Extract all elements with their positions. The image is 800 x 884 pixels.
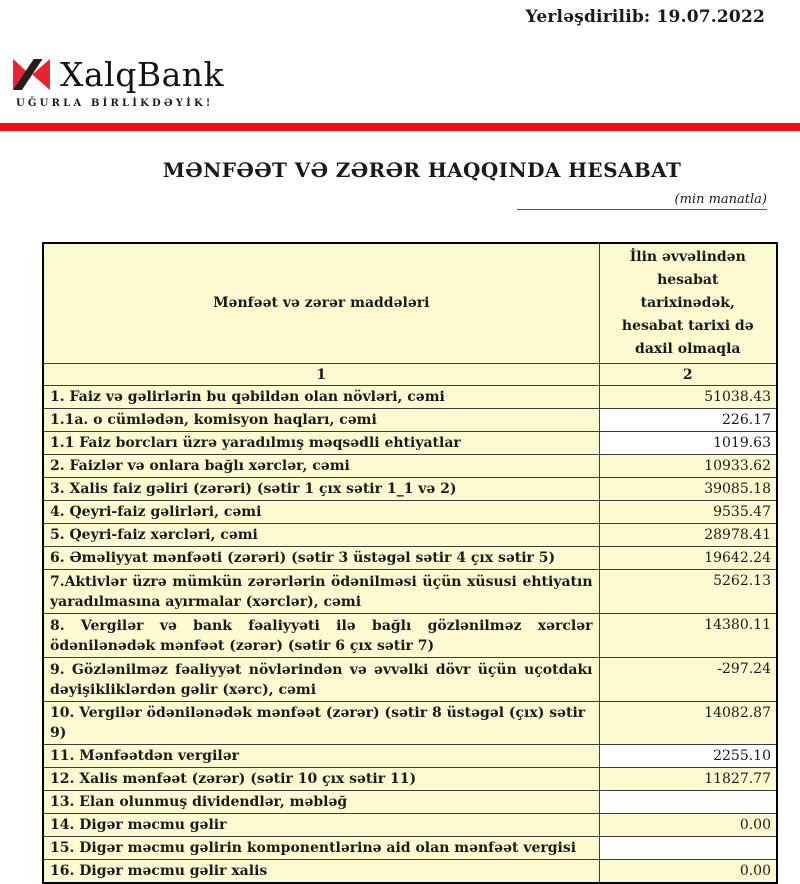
table-row: [43, 501, 777, 524]
row-value: 1019.63: [599, 432, 777, 455]
row-value: 5262.13: [599, 570, 777, 614]
row-label: 1.1a. o cümlədən, komisyon haqları, cəmi: [43, 409, 599, 432]
row-label: 11. Mənfəətdən vergilər: [43, 745, 599, 768]
table-row: [43, 614, 777, 658]
red-divider: [0, 123, 800, 131]
row-value: 39085.18: [599, 478, 777, 501]
column-index-2: 2: [599, 364, 777, 386]
profit-loss-table: [42, 242, 778, 884]
table-row: [43, 432, 777, 455]
row-label: 4. Qeyri-faiz gəlirləri, cəmi: [43, 501, 599, 524]
row-label: 14. Digər məcmu gəlir: [43, 814, 599, 837]
row-label: 8. Vergilər və bank fəaliyyəti ilə bağlı gözlənilməz xərclər ödənilənədək mənfəət (zərər) (sətir 6 çıx sətir 7): [43, 614, 599, 658]
unit-note: (min manatla): [674, 192, 767, 207]
table-row: [43, 570, 777, 614]
row-label: 12. Xalis mənfəət (zərər) (sətir 10 çıx sətir 11): [43, 768, 599, 791]
row-label: 5. Qeyri-faiz xərcləri, cəmi: [43, 524, 599, 547]
table-row: [43, 860, 777, 884]
xalqbank-triangles-icon: [13, 59, 50, 90]
row-value: 10933.62: [599, 455, 777, 478]
table-row: [43, 702, 777, 745]
row-value: 0.00: [599, 860, 777, 884]
row-value: 14380.11: [599, 614, 777, 658]
table-index-row: [43, 364, 777, 386]
table-row: [43, 791, 777, 814]
row-value: -297.24: [599, 658, 777, 702]
row-label: 10. Vergilər ödənilənədək mənfəət (zərər) (sətir 8 üstəgəl (çıx) sətir 9): [43, 702, 599, 745]
table-row: [43, 658, 777, 702]
row-label: 6. Əməliyyat mənfəəti (zərəri) (sətir 3 üstəgəl sətir 4 çıx sətir 5): [43, 547, 599, 570]
row-value: 11827.77: [599, 768, 777, 791]
row-label: 16. Digər məcmu gəlir xalis: [43, 860, 599, 884]
column-index-1: 1: [43, 364, 599, 386]
report-table-body: [43, 386, 777, 884]
row-value: [599, 791, 777, 814]
table-row: [43, 478, 777, 501]
row-label: 1.1 Faiz borcları üzrə yaradılmış məqsədli ehtiyatlar: [43, 432, 599, 455]
row-label: 7.Aktivlər üzrə mümkün zərərlərin ödənilməsi üçün xüsusi ehtiyatın yaradılmasına ayırmalar (xərclər), cəmi: [43, 570, 599, 614]
column-header-items: Mənfəət və zərər maddələri: [43, 243, 599, 364]
table-header-row: [43, 243, 777, 364]
table-row: [43, 768, 777, 791]
table-row: [43, 837, 777, 860]
table-row: [43, 455, 777, 478]
published-date: Yerləşdirilib: 19.07.2022: [525, 7, 765, 27]
row-label: 1. Faiz və gəlirlərin bu qəbildən olan növləri, cəmi: [43, 386, 599, 409]
row-label: 15. Digər məcmu gəlirin komponentlərinə aid olan mənfəət vergisi: [43, 837, 599, 860]
row-value: 9535.47: [599, 501, 777, 524]
row-value: 226.17: [599, 409, 777, 432]
row-label: 3. Xalis faiz gəliri (zərəri) (sətir 1 çıx sətir 1_1 və 2): [43, 478, 599, 501]
table-row: [43, 524, 777, 547]
bank-tagline: UĞURLA BİRLİKDƏYİK!: [16, 98, 214, 109]
row-value: 2255.10: [599, 745, 777, 768]
column-header-period: İlin əvvəlindən hesabat tarixinədək, hesabat tarixi də daxil olmaqla: [599, 243, 777, 364]
page-title: MƏNFƏƏT VƏ ZƏRƏR HAQQINDA HESABAT: [162, 158, 682, 182]
row-value: 19642.24: [599, 547, 777, 570]
row-label: 9. Gözlənilməz fəaliyyət növlərindən və əvvəlki dövr üçün uçotdakı dəyişikliklərdən gəlir (xərc), cəmi: [43, 658, 599, 702]
row-value: 28978.41: [599, 524, 777, 547]
unit-note-underline: [517, 188, 767, 210]
table-row: [43, 409, 777, 432]
bank-logo: [13, 55, 225, 109]
table-row: [43, 386, 777, 409]
row-label: 2. Faizlər və onlara bağlı xərclər, cəmi: [43, 455, 599, 478]
row-value: 51038.43: [599, 386, 777, 409]
table-row: [43, 814, 777, 837]
bank-name: XalqBank: [60, 55, 225, 94]
row-value: [599, 837, 777, 860]
table-row: [43, 745, 777, 768]
row-value: 14082.87: [599, 702, 777, 745]
row-label: 13. Elan olunmuş dividendlər, məbləğ: [43, 791, 599, 814]
row-value: 0.00: [599, 814, 777, 837]
table-row: [43, 547, 777, 570]
